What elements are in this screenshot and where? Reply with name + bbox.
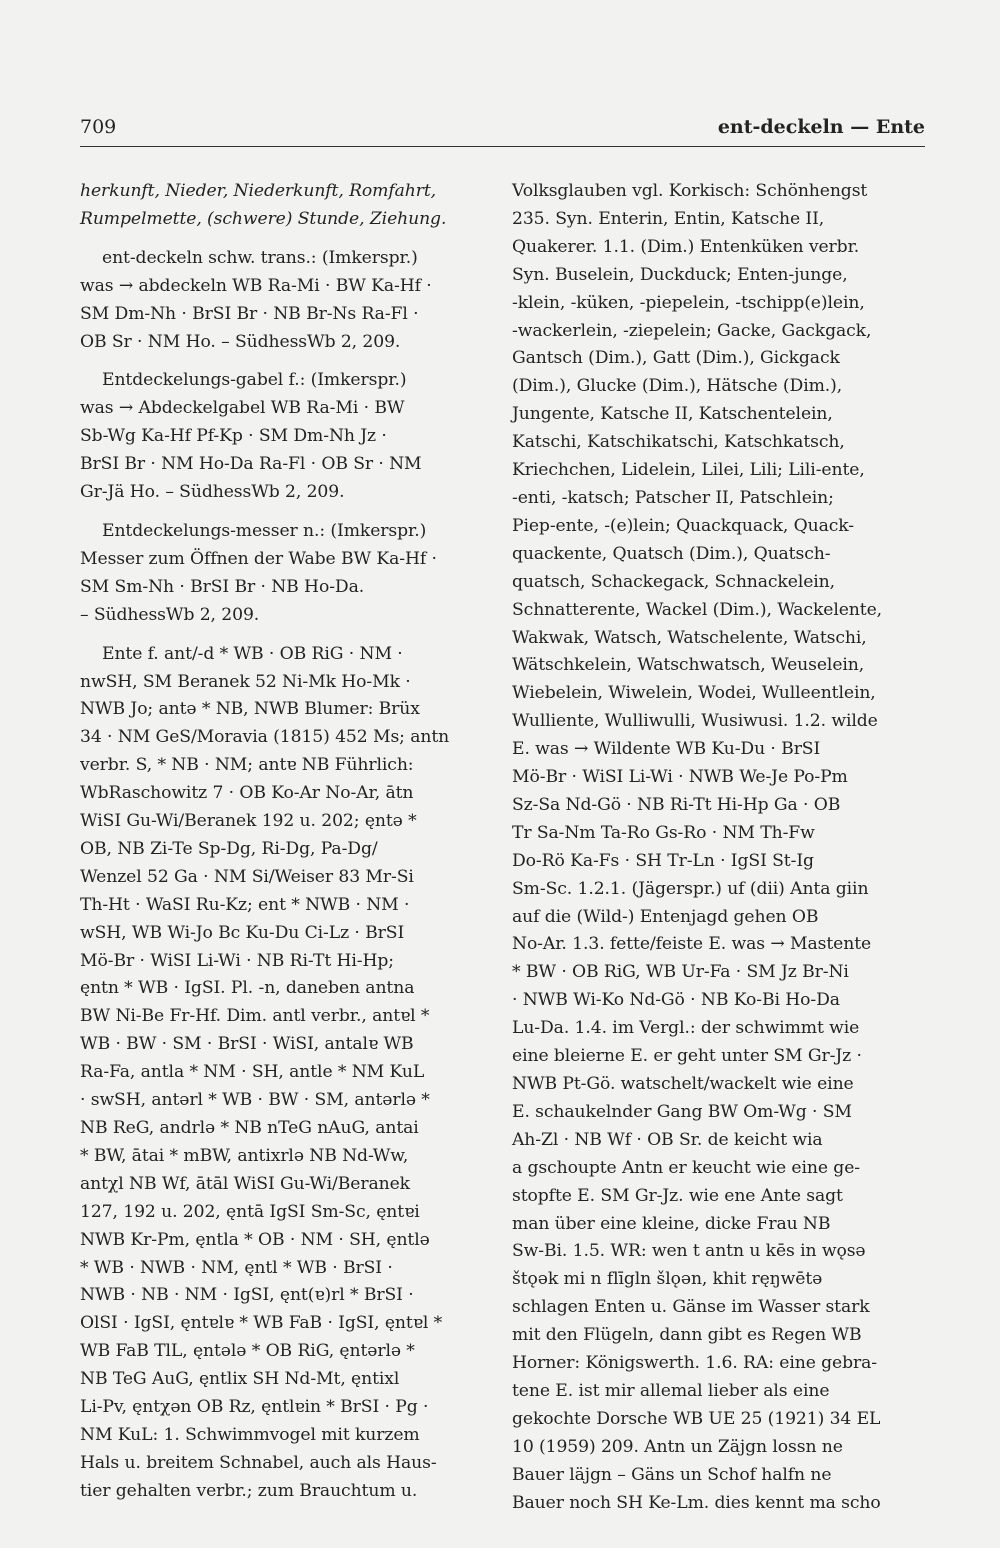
text-line: -enti, -katsch; Patscher II, Patschlein; — [512, 487, 834, 508]
text-line: gekochte Dorsche WB UE 25 (1921) 34 EL — [512, 1408, 881, 1429]
text-line: Entdeckelungs-messer n.: (Imkerspr.) — [102, 520, 427, 541]
text-line: SM Sm-Nh · BrSI Br · NB Ho-Da. — [80, 576, 365, 597]
text-line: Sw-Bi. 1.5. WR: wen t antn u kēs in wǫsə — [512, 1241, 866, 1262]
text-line: Hals u. breitem Schnabel, auch als Haus- — [80, 1452, 437, 1473]
text-line: Gr-Jä Ho. – SüdhessWb 2, 209. — [80, 482, 345, 503]
running-title: ent-deckeln — Ente — [717, 116, 925, 138]
text-line: (Dim.), Glucke (Dim.), Hätsche (Dim.), — [512, 376, 843, 397]
text-line: Wenzel 52 Ga · NM Si/Weiser 83 Mr-Si — [80, 866, 414, 887]
entry-entdeckelungs-messer — [80, 518, 488, 630]
text-line: · NWB Wi-Ko Nd-Gö · NB Ko-Bi Ho-Da — [512, 990, 840, 1011]
text-line: NB ReG, andrlə * NB nTeG nAuG, antai — [80, 1118, 419, 1138]
text-line: man über eine kleine, dicke Frau NB — [512, 1213, 831, 1234]
text-line: Bauer noch SH Ke-Lm. dies kennt ma scho — [512, 1492, 881, 1513]
text-line: quackente, Quatsch (Dim.), Quatsch- — [512, 543, 831, 564]
text-line: NB TeG AuG, ęntlix SH Nd-Mt, ęntixl — [80, 1369, 400, 1390]
text-line: Th-Ht · WaSI Ru-Kz; ent * NWB · NM · — [80, 894, 410, 915]
text-line: Wiebelein, Wiwelein, Wodei, Wulleentlein, — [512, 683, 876, 704]
left-column — [80, 178, 488, 1506]
text-line: verbr. S, * NB · NM; antɐ NB Führlich: — [80, 755, 414, 776]
text-line: Wätschkelein, Watschwatsch, Weuselein, — [512, 655, 865, 676]
text-line: mit den Flügeln, dann gibt es Regen WB — [512, 1325, 862, 1346]
text-line: -klein, -küken, -piepelein, -tschipp(e)lein, — [512, 292, 865, 313]
entry-ente-continued — [512, 178, 926, 1518]
text-line: Sm-Sc. 1.2.1. (Jägerspr.) uf (dii) Anta giin — [512, 878, 869, 899]
text-line: Wulliente, Wulliwulli, Wusiwusi. 1.2. wilde — [512, 711, 878, 732]
text-line: * WB · NWB · NM, ęntl * WB · BrSI · — [80, 1257, 393, 1278]
text-line: -wackerlein, -ziepelein; Gacke, Gackgack, — [512, 320, 872, 341]
text-line: 127, 192 u. 202, ęntā IgSI Sm-Sc, ęntɐi — [80, 1201, 420, 1222]
text-line: NWB Kr-Pm, ęntla * OB · NM · SH, ęntlə — [80, 1229, 430, 1250]
text-line: Kriechchen, Lidelein, Lilei, Lili; Lili-ente, — [512, 460, 865, 481]
entry-entdeckelungs-gabel — [80, 367, 488, 507]
text-line: – SüdhessWb 2, 209. — [80, 604, 260, 625]
text-line: Katschi, Katschikatschi, Katschkatsch, — [512, 432, 845, 453]
text-line: NWB · NB · NM · IgSI, ęnt(ɐ)rl * BrSI · — [80, 1285, 414, 1306]
text-line: nwSH, SM Beranek 52 Ni-Mk Ho-Mk · — [80, 671, 411, 692]
text-line: was → abdeckeln WB Ra-Mi · BW Ka-Hf · — [80, 275, 432, 296]
text-line: Entdeckelungs-gabel f.: (Imkerspr.) — [102, 370, 407, 391]
text-line: Mö-Br · WiSI Li-Wi · NWB We-Je Po-Pm — [512, 767, 848, 788]
text-line: ęntn * WB · IgSI. Pl. -n, daneben antna — [80, 978, 415, 999]
text-line: ent-deckeln schw. trans.: (Imkerspr.) — [102, 247, 418, 268]
text-line: Sb-Wg Ka-Hf Pf-Kp · SM Dm-Nh Jz · — [80, 426, 387, 447]
text-line: quatsch, Schackegack, Schnackelein, — [512, 571, 836, 592]
text-line: E. was → Wildente WB Ku-Du · BrSI — [512, 739, 821, 760]
text-line: OB Sr · NM Ho. – SüdhessWb 2, 209. — [80, 331, 401, 352]
page-header — [80, 116, 925, 147]
text-line: Wakwak, Watsch, Watschelente, Watschi, — [512, 627, 867, 648]
text-line: 34 · NM GeS/Moravia (1815) 452 Ms; antn — [80, 727, 450, 748]
text-line: BrSI Br · NM Ho-Da Ra-Fl · OB Sr · NM — [80, 454, 422, 475]
text-line: Bauer läjgn – Gäns un Schof halfn ne — [512, 1464, 832, 1485]
text-line: E. schaukelnder Gang BW Om-Wg · SM — [512, 1101, 852, 1122]
text-line: 10 (1959) 209. Antn un Zäjgn lossn ne — [512, 1436, 843, 1457]
text-line: Ente f. ant/-d * WB · OB RiG · NM · — [102, 643, 403, 664]
text-line: Horner: Königswerth. 1.6. RA: eine gebra- — [512, 1353, 877, 1374]
text-line: Ra-Fa, antla * NM · SH, antle * NM KuL — [80, 1062, 425, 1083]
text-line: WB FaB TlL, ęntələ * OB RiG, ęntərlə * — [80, 1341, 415, 1362]
text-line: OB, NB Zi-Te Sp-Dg, Ri-Dg, Pa-Dg/ — [80, 838, 378, 859]
text-line: Lu-Da. 1.4. im Vergl.: der schwimmt wie — [512, 1018, 860, 1039]
text-line: štǫək mi n flīgln šlǫən, khit ręŋwētə — [512, 1269, 823, 1290]
text-line: Ah-Zl · NB Wf · OB Sr. de keicht wia — [512, 1129, 823, 1150]
text-line: SM Dm-Nh · BrSI Br · NB Br-Ns Ra-Fl · — [80, 303, 419, 324]
text-line: antχl NB Wf, ātāl WiSI Gu-Wi/Beranek — [80, 1173, 410, 1194]
text-line: Schnatterente, Wackel (Dim.), Wackelente, — [512, 599, 883, 620]
continuation-text — [80, 178, 488, 234]
text-line: NWB Jo; antə * NB, NWB Blumer: Brüx — [80, 699, 420, 720]
text-line: Syn. Buselein, Duckduck; Enten-junge, — [512, 264, 848, 285]
text-line: WB · BW · SM · BrSI · WiSI, antalɐ WB — [80, 1034, 414, 1055]
text-line: Mö-Br · WiSI Li-Wi · NB Ri-Tt Hi-Hp; — [80, 950, 394, 971]
right-column — [512, 178, 926, 1518]
text-line: tier gehalten verbr.; zum Brauchtum u. — [80, 1480, 418, 1501]
text-line: WiSI Gu-Wi/Beranek 192 u. 202; ęntə * — [80, 811, 417, 832]
text-line: Volksglauben vgl. Korkisch: Schönhengst — [512, 181, 868, 201]
text-line: a gschoupte Antn er keucht wie eine ge- — [512, 1157, 860, 1178]
text-line: Rumpelmette, (schwere) Stunde, Ziehung. — [80, 208, 447, 229]
text-line: Li-Pv, ęntχən OB Rz, ęntlɐin * BrSI · Pg · — [80, 1397, 429, 1418]
text-line: Sz-Sa Nd-Gö · NB Ri-Tt Hi-Hp Ga · OB — [512, 794, 841, 815]
text-line: NM KuL: 1. Schwimmvogel mit kurzem — [80, 1424, 420, 1445]
text-line: No-Ar. 1.3. fette/feiste E. was → Mastente — [512, 934, 872, 955]
text-line: * BW, ātai * mBW, antixrlə NB Nd-Ww, — [80, 1145, 409, 1166]
text-line: 235. Syn. Enterin, Entin, Katsche II, — [512, 208, 825, 229]
text-line: · swSH, antərl * WB · BW · SM, antərlə * — [80, 1090, 430, 1111]
text-line: schlagen Enten u. Gänse im Wasser stark — [512, 1297, 870, 1318]
text-line: NWB Pt-Gö. watschelt/wackelt wie eine — [512, 1074, 854, 1094]
text-line: stopfte E. SM Gr-Jz. wie ene Ante sagt — [512, 1185, 843, 1206]
text-line: herkunft, Nieder, Niederkunft, Romfahrt, — [80, 181, 437, 201]
text-line: eine bleierne E. er geht unter SM Gr-Jz · — [512, 1046, 862, 1067]
text-line: Do-Rö Ka-Fs · SH Tr-Ln · IgSI St-Ig — [512, 850, 814, 871]
text-line: wSH, WB Wi-Jo Bc Ku-Du Ci-Lz · BrSI — [80, 922, 405, 943]
text-line: was → Abdeckelgabel WB Ra-Mi · BW — [80, 398, 405, 419]
entry-ent-deckeln — [80, 245, 488, 357]
page-number: 709 — [80, 116, 117, 138]
text-line: Messer zum Öffnen der Wabe BW Ka-Hf · — [80, 548, 437, 569]
text-line: * BW · OB RiG, WB Ur-Fa · SM Jz Br-Ni — [512, 962, 849, 983]
text-line: Jungente, Katsche II, Katschentelein, — [512, 404, 833, 425]
text-line: tene E. ist mir allemal lieber als eine — [512, 1380, 830, 1401]
text-line: OlSI · IgSI, ęntɐlɐ * WB FaB · IgSI, ęntɐl * — [80, 1313, 443, 1334]
text-line: Quakerer. 1.1. (Dim.) Entenküken verbr. — [512, 236, 860, 257]
text-line: WbRaschowitz 7 · OB Ko-Ar No-Ar, ātn — [80, 783, 414, 804]
text-line: Piep-ente, -(e)lein; Quackquack, Quack- — [512, 515, 854, 536]
text-line: auf die (Wild-) Entenjagd gehen OB — [512, 906, 819, 927]
text-line: Gantsch (Dim.), Gatt (Dim.), Gickgack — [512, 348, 840, 369]
text-line: Tr Sa-Nm Ta-Ro Gs-Ro · NM Th-Fw — [512, 822, 815, 843]
text-line: BW Ni-Be Fr-Hf. Dim. antl verbr., antɐl * — [80, 1006, 430, 1027]
entry-ente — [80, 641, 488, 1506]
